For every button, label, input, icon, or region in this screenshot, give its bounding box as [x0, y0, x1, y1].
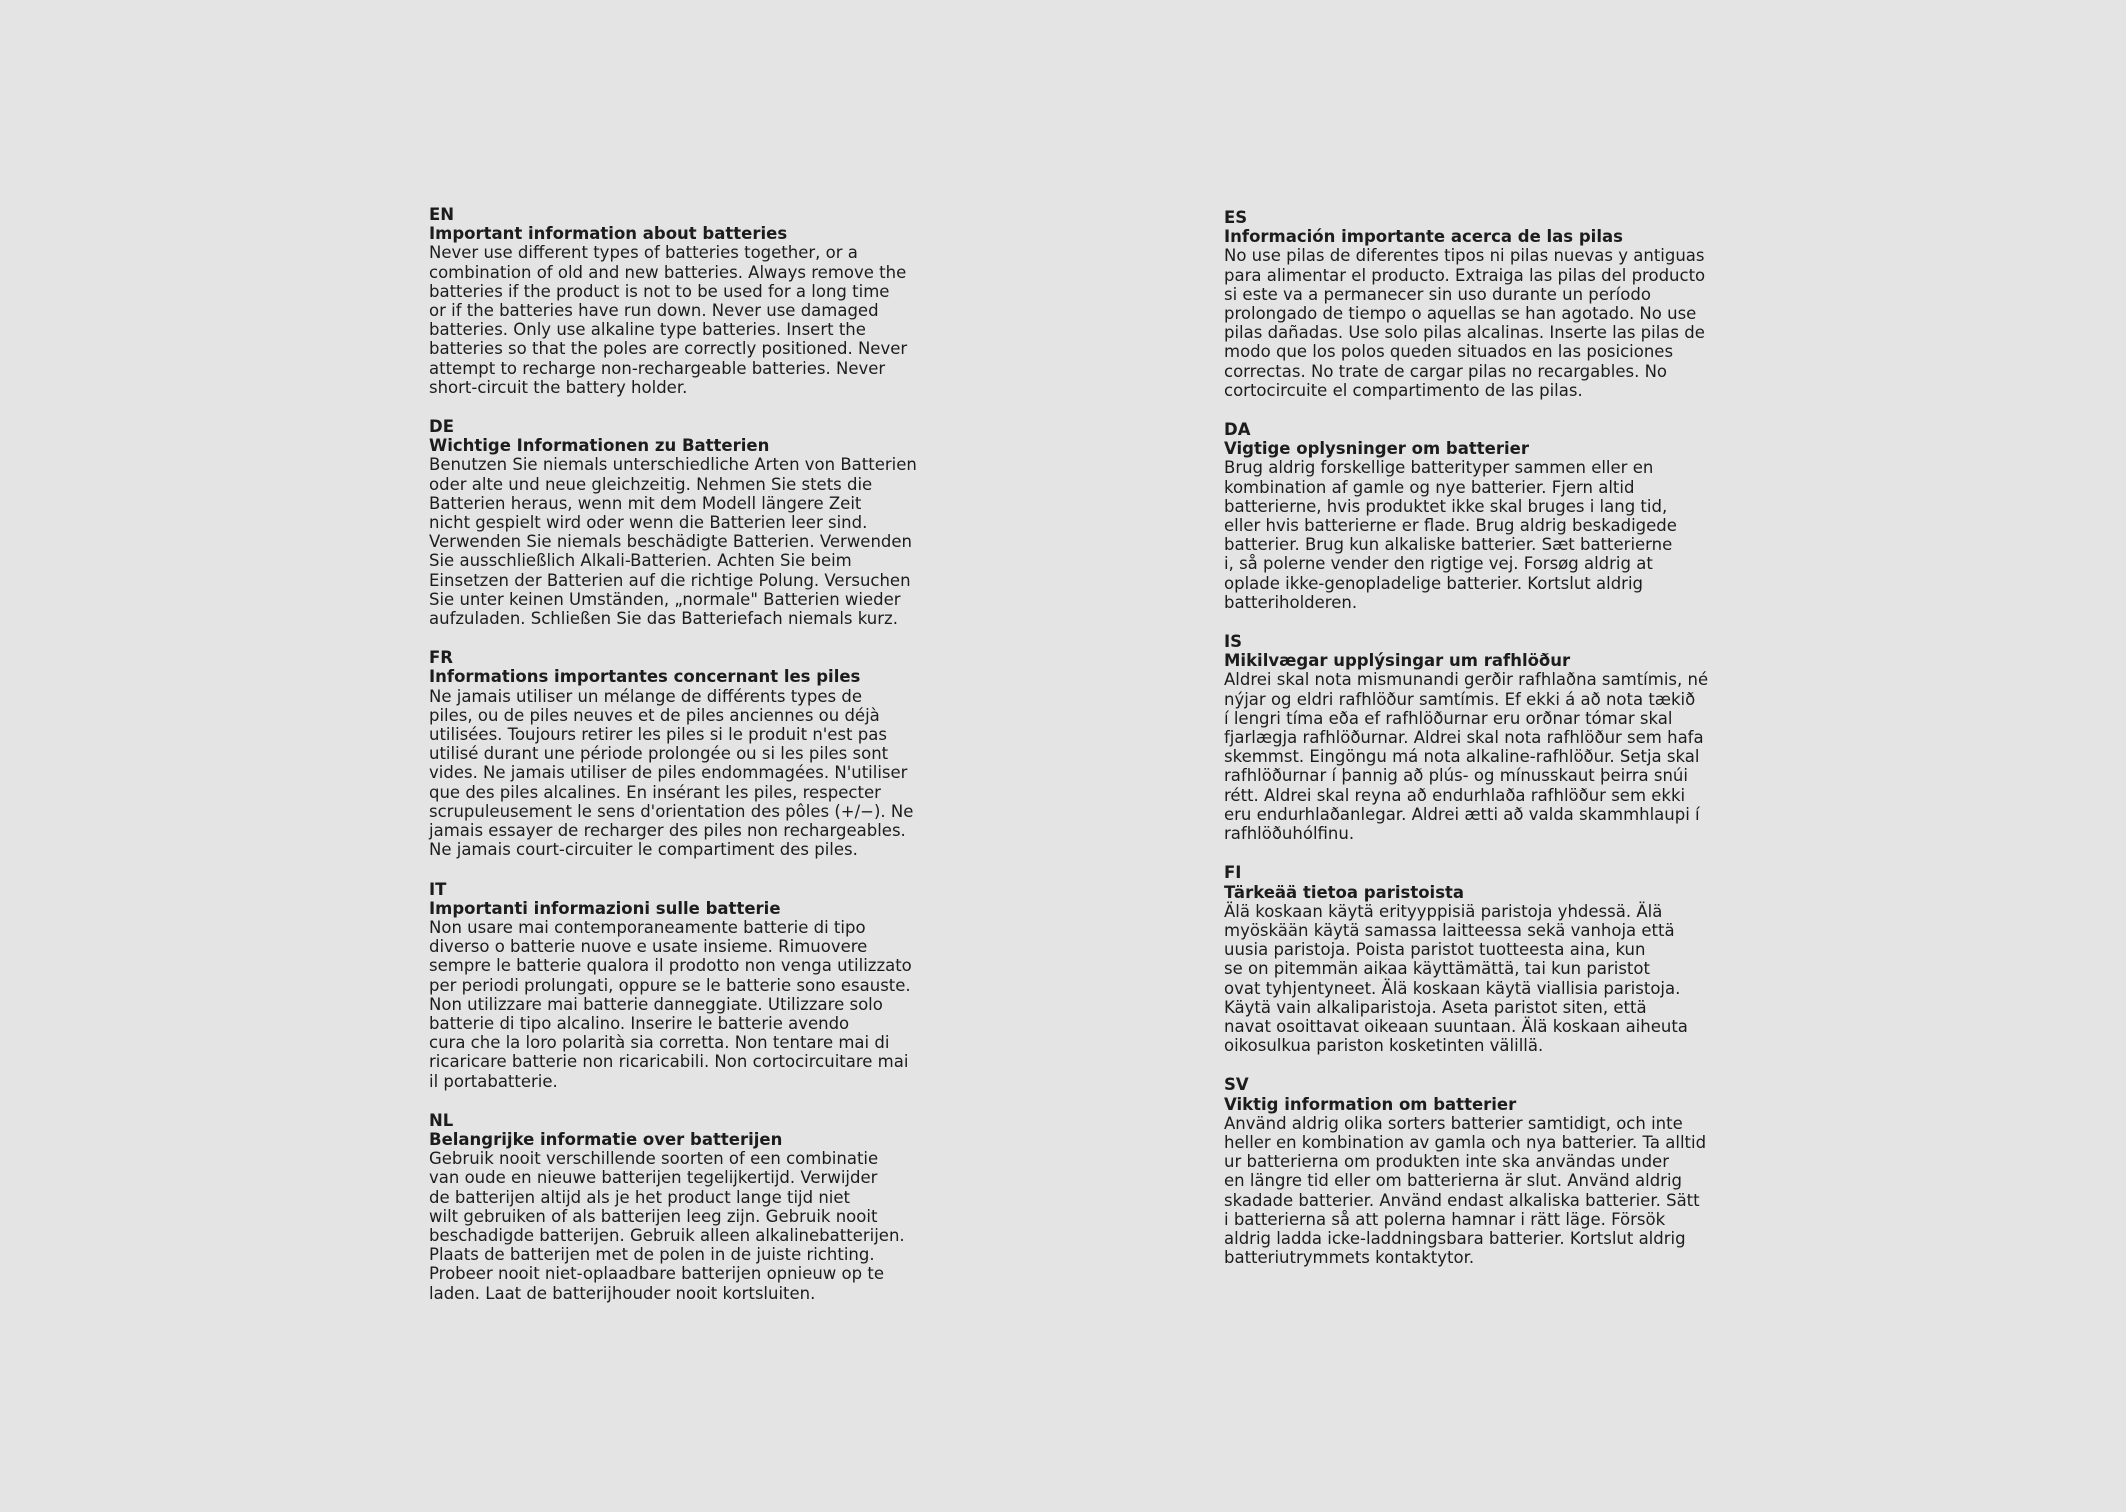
section-heading: Información importante acerca de las pilas	[1224, 227, 1623, 247]
body-text-line: attempt to recharge non-rechargeable batteries. Never	[429, 358, 886, 378]
language-code: EN	[429, 205, 455, 224]
body-text-line: batteries so that the poles are correctly positioned. Never	[429, 339, 908, 359]
body-text-line: batterie di tipo alcalino. Inserire le batterie avendo	[429, 1013, 850, 1033]
body-text-line: oder alte und neue gleichzeitig. Nehmen Sie stets die	[429, 474, 873, 494]
body-text-line: Använd aldrig olika sorters batterier samtidigt, och inte	[1224, 1113, 1683, 1133]
body-text-line: skadade batterier. Använd endast alkaliska batterier. Sätt	[1224, 1190, 1700, 1210]
body-text-line: prolongado de tiempo o aquellas se han agotado. No use	[1224, 304, 1697, 324]
body-text-line: Sie unter keinen Umständen, „normale" Batterien wieder	[429, 589, 901, 609]
body-text-line: en längre tid eller om batterierna är slut. Använd aldrig	[1224, 1171, 1683, 1191]
body-text-line: utilisé durant une période prolongée ou si les piles sont	[429, 744, 889, 764]
section-heading: Important information about batteries	[429, 224, 788, 244]
section-heading: Tärkeää tietoa paristoista	[1224, 882, 1465, 902]
section-is	[1224, 632, 1714, 843]
language-code: FR	[429, 648, 453, 668]
body-text-line: modo que los polos queden situados en las posiciones	[1224, 342, 1674, 362]
body-text-line: skemmst. Eingöngu má nota alkaline-rafhlöður. Setja skal	[1224, 747, 1700, 767]
body-text-line: Benutzen Sie niemals unterschiedliche Arten von Batterien	[429, 455, 917, 475]
body-text-line: combination of old and new batteries. Always remove the	[429, 262, 907, 282]
body-text-line: uusia paristoja. Poista paristot tuotteesta aina, kun	[1224, 940, 1646, 960]
section-es	[1224, 208, 1714, 400]
section-fr	[429, 648, 919, 859]
body-text-line: scrupuleusement le sens d'orientation des pôles (+/−). Ne	[429, 801, 914, 821]
section-heading: Informations importantes concernant les piles	[429, 667, 861, 687]
body-text-line: i batterierna så att polerna hamnar i rätt läge. Försök	[1224, 1209, 1666, 1229]
section-heading: Belangrijke informatie over batterijen	[429, 1129, 783, 1149]
body-text-line: short-circuit the battery holder.	[429, 377, 688, 397]
body-text-line: navat osoittavat oikeaan suuntaan. Älä koskaan aiheuta	[1224, 1016, 1688, 1036]
body-text-line: cortocircuite el compartimento de las pilas.	[1224, 380, 1583, 400]
body-text-line: nýjar og eldri rafhlöður samtímis. Ef ekki á að nota tækið	[1224, 689, 1696, 709]
body-text-line: Ne jamais utiliser un mélange de différents types de	[429, 686, 863, 706]
body-text-line: fjarlægja rafhlöðurnar. Aldrei skal nota rafhlöður sem hafa	[1224, 728, 1704, 748]
section-heading: Mikilvægar upplýsingar um rafhlöður	[1224, 651, 1571, 671]
body-text-line: aufzuladen. Schließen Sie das Batteriefach niemals kurz.	[429, 609, 898, 629]
section-it	[429, 880, 919, 1091]
body-text-line: batteriholderen.	[1224, 592, 1358, 612]
section-sv	[1224, 1075, 1714, 1267]
body-text-line: Never use different types of batteries together, or a	[429, 243, 858, 263]
body-text-line: para alimentar el producto. Extraiga las pilas del producto	[1224, 265, 1706, 285]
body-text-line: Käytä vain alkaliparistoja. Aseta paristot siten, että	[1224, 997, 1647, 1017]
body-text-line: ricaricare batterie non ricaricabili. Non cortocircuitare mai	[429, 1052, 909, 1072]
body-text-line: van oude en nieuwe batterijen tegelijkertijd. Verwijder	[429, 1168, 878, 1188]
body-text-line: piles, ou de piles neuves et de piles anciennes ou déjà	[429, 705, 880, 725]
section-heading: Vigtige oplysninger om batterier	[1224, 439, 1529, 459]
body-text-line: ovat tyhjentyneet. Älä koskaan käytä viallisia paristoja.	[1224, 978, 1681, 998]
right-column	[1224, 208, 1714, 1287]
body-text-line: laden. Laat de batterijhouder nooit kortsluiten.	[429, 1283, 816, 1303]
body-text-line: batteries. Only use alkaline type batteries. Insert the	[429, 320, 866, 340]
section-nl	[429, 1111, 919, 1303]
body-text-line: kombination af gamle og nye batterier. Fjern altid	[1224, 477, 1635, 497]
body-text-line: Einsetzen der Batterien auf die richtige Polung. Versuchen	[429, 570, 911, 590]
body-text-line: oplade ikke-genopladelige batterier. Kortslut aldrig	[1224, 573, 1644, 593]
body-text-line: correctas. No trate de cargar pilas no recargables. No	[1224, 361, 1668, 381]
body-text-line: utilisées. Toujours retirer les piles si le produit n'est pas	[429, 725, 887, 745]
body-text-line: i, så polerne vender den rigtige vej. Forsøg aldrig at	[1224, 554, 1653, 574]
body-text-line: or if the batteries have run down. Never use damaged	[429, 301, 879, 321]
body-text-line: rafhlöðuhólfinu.	[1224, 824, 1355, 844]
body-text-line: Aldrei skal nota mismunandi gerðir rafhlaðna samtímis, né	[1224, 670, 1709, 690]
language-code: DE	[429, 417, 454, 437]
body-text-line: per periodi prolungati, oppure se le batterie sono esauste.	[429, 975, 911, 995]
body-text-line: jamais essayer de recharger des piles non rechargeables.	[429, 821, 906, 841]
body-text-line: Brug aldrig forskellige batterityper sammen eller en	[1224, 458, 1654, 478]
body-text-line: Älä koskaan käytä erityyppisiä paristoja yhdessä. Älä	[1224, 901, 1663, 921]
body-text-line: diverso o batterie nuove e usate insieme. Rimuovere	[429, 937, 868, 957]
body-text-line: wilt gebruiken of als batterijen leeg zijn. Gebruik nooit	[429, 1206, 878, 1226]
body-text-line: que des piles alcalines. En insérant les piles, respecter	[429, 782, 881, 802]
language-code: FI	[1224, 863, 1242, 883]
body-text-line: Non usare mai contemporaneamente batterie di tipo	[429, 917, 866, 937]
body-text-line: Non utilizzare mai batterie danneggiate. Utilizzare solo	[429, 994, 883, 1014]
language-code: IT	[429, 879, 447, 899]
body-text-line: il portabatterie.	[429, 1071, 558, 1091]
section-en	[429, 205, 919, 397]
body-text-line: í lengri tíma eða ef rafhlöðurnar eru orðnar tómar skal	[1224, 708, 1673, 728]
section-da	[1224, 420, 1714, 612]
body-text-line: cura che la loro polarità sia corretta. Non tentare mai di	[429, 1033, 890, 1053]
language-code: SV	[1224, 1075, 1249, 1095]
body-text-line: sempre le batterie qualora il prodotto non venga utilizzato	[429, 956, 912, 976]
body-text-line: eller hvis batterierne er flade. Brug aldrig beskadigede	[1224, 516, 1677, 536]
body-text-line: oikosulkua pariston kosketinten välillä.	[1224, 1036, 1544, 1056]
body-text-line: vides. Ne jamais utiliser de piles endommagées. N'utiliser	[429, 763, 908, 783]
body-text-line: aldrig ladda icke-laddningsbara batterier. Kortslut aldrig	[1224, 1228, 1686, 1248]
body-text-line: se on pitemmän aikaa käyttämättä, tai kun paristot	[1224, 959, 1650, 979]
left-column	[429, 205, 919, 1323]
body-text-line: Batterien heraus, wenn mit dem Modell längere Zeit	[429, 493, 862, 513]
body-text-line: beschadigde batterijen. Gebruik alleen alkalinebatterijen.	[429, 1225, 905, 1245]
language-code: ES	[1224, 208, 1248, 227]
body-text-line: batterier. Brug kun alkaliske batterier. Sæt batterierne	[1224, 535, 1673, 555]
body-text-line: pilas dañadas. Use solo pilas alcalinas. Inserte las pilas de	[1224, 323, 1705, 343]
body-text-line: nicht gespielt wird oder wenn die Batterien leer sind.	[429, 513, 868, 533]
section-heading: Importanti informazioni sulle batterie	[429, 898, 781, 918]
language-code: NL	[429, 1110, 454, 1130]
body-text-line: ur batterierna om produkten inte ska användas under	[1224, 1152, 1669, 1172]
body-text-line: myöskään käytä samassa laitteessa sekä vanhoja että	[1224, 920, 1675, 940]
body-text-line: eru endurhlaðanlegar. Aldrei ætti að valda skammhlaupi í	[1224, 804, 1700, 824]
language-code: DA	[1224, 420, 1251, 440]
body-text-line: si este va a permanecer sin uso durante un período	[1224, 284, 1651, 304]
section-de	[429, 417, 919, 628]
body-text-line: Sie ausschließlich Alkali-Batterien. Achten Sie beim	[429, 551, 852, 571]
body-text-line: Plaats de batterijen met de polen in de juiste richting.	[429, 1245, 875, 1265]
section-heading: Viktig information om batterier	[1224, 1094, 1517, 1114]
body-text-line: de batterijen altijd als je het product lange tijd niet	[429, 1187, 850, 1207]
language-code: IS	[1224, 632, 1243, 652]
body-text-line: Verwenden Sie niemals beschädigte Batterien. Verwenden	[429, 532, 913, 552]
body-text-line: batteriutrymmets kontaktytor.	[1224, 1248, 1475, 1268]
body-text-line: Ne jamais court-circuiter le compartiment des piles.	[429, 840, 858, 860]
section-fi	[1224, 863, 1714, 1055]
body-text-line: heller en kombination av gamla och nya batterier. Ta alltid	[1224, 1132, 1707, 1152]
body-text-line: No use pilas de diferentes tipos ni pilas nuevas y antiguas	[1224, 246, 1705, 266]
body-text-line: rafhlöðurnar í þannig að plús- og mínusskaut þeirra snúi	[1224, 766, 1688, 786]
body-text-line: Gebruik nooit verschillende soorten of een combinatie	[429, 1149, 879, 1169]
body-text-line: rétt. Aldrei skal reyna að endurhlaða rafhlöður sem ekki	[1224, 785, 1686, 805]
body-text-line: batterierne, hvis produktet ikke skal bruges i lang tid,	[1224, 496, 1668, 516]
body-text-line: Probeer nooit niet-oplaadbare batterijen opnieuw op te	[429, 1264, 884, 1284]
section-heading: Wichtige Informationen zu Batterien	[429, 436, 770, 456]
body-text-line: batteries if the product is not to be used for a long time	[429, 281, 890, 301]
